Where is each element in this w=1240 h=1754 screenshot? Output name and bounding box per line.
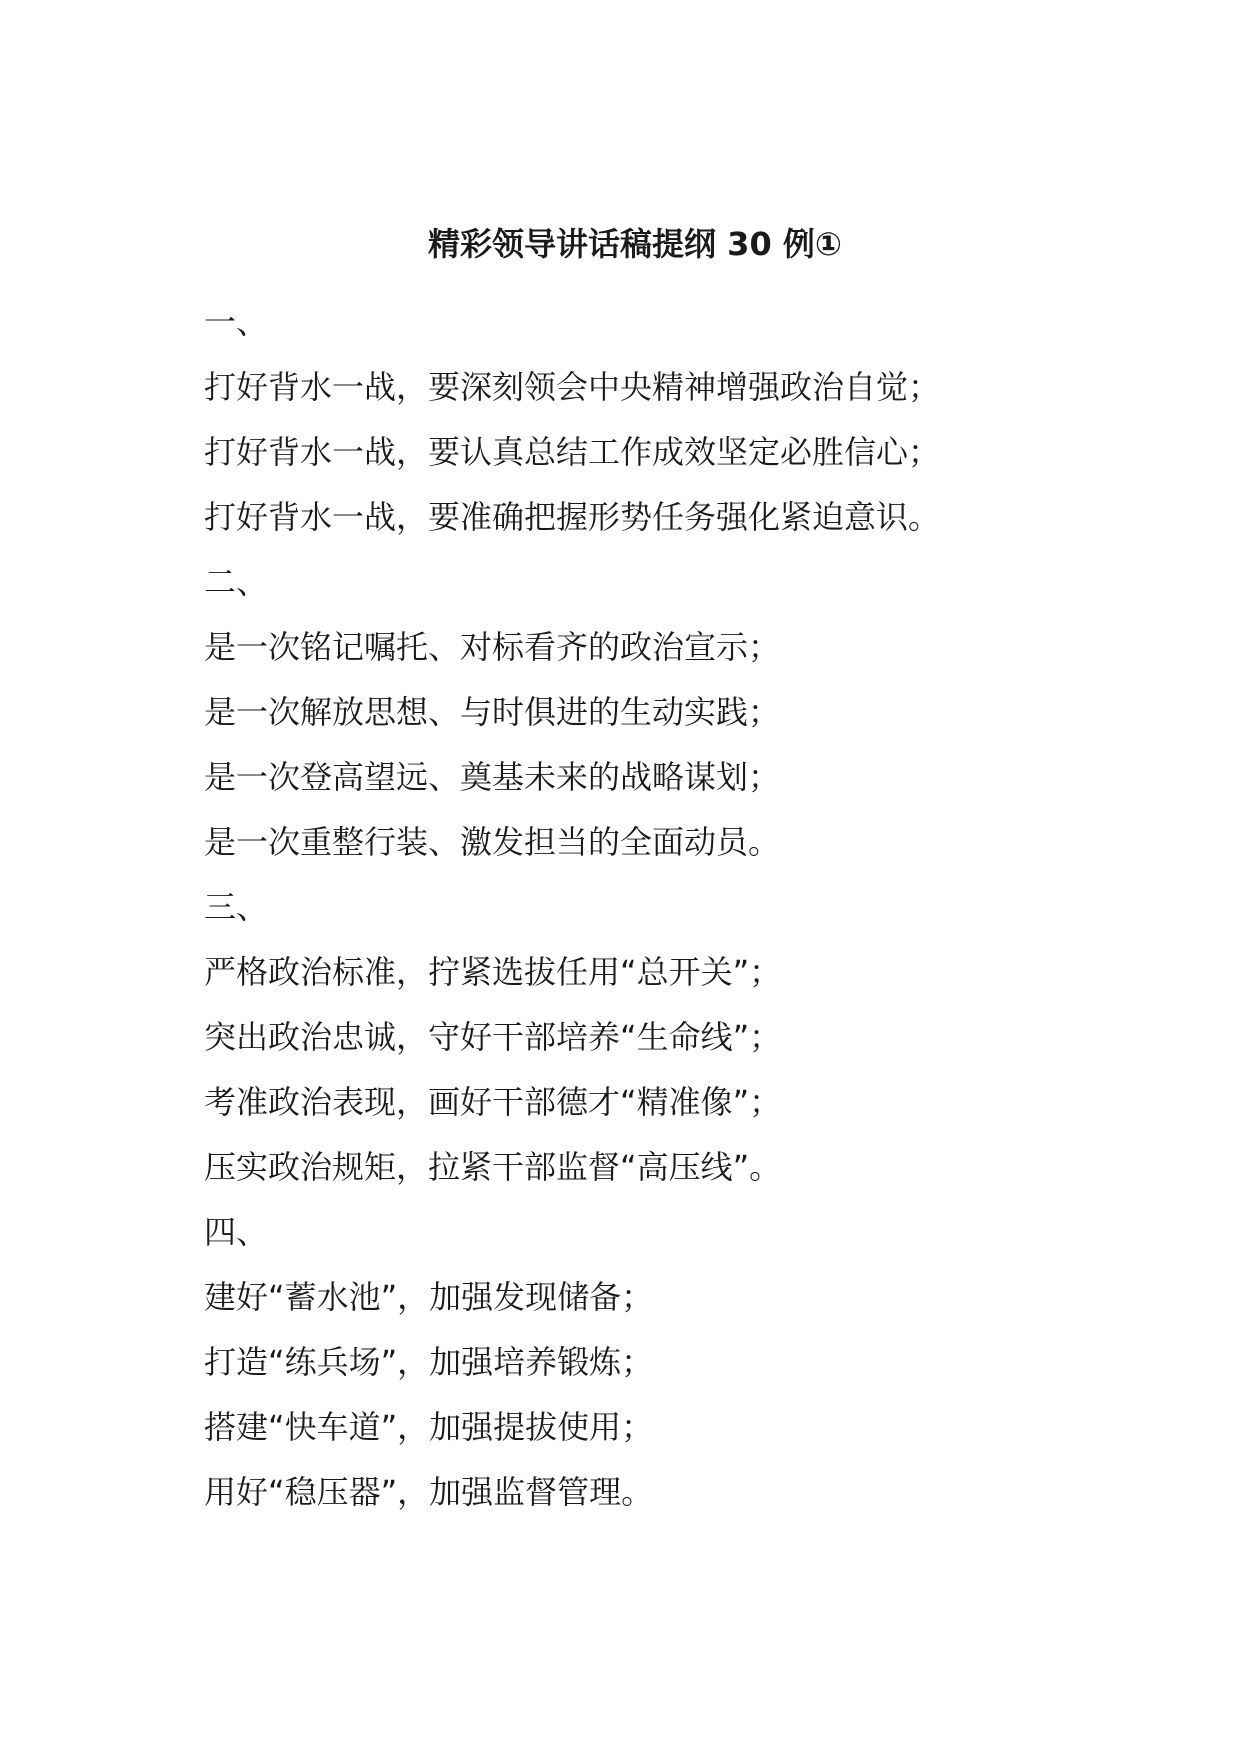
body-line: 用好“稳压器”，加强监督管理。 bbox=[204, 1473, 654, 1511]
body-line: 考准政治表现，画好干部德才“精准像”； bbox=[204, 1083, 782, 1121]
body-line: 是一次铭记嘱托、对标看齐的政治宣示； bbox=[204, 628, 781, 666]
body-line: 严格政治标准，拧紧选拔任用“总开关”； bbox=[204, 953, 782, 991]
document-title: 精彩领导讲话稿提纲 30 例① bbox=[428, 225, 842, 263]
body-line: 突出政治忠诚，守好干部培养“生命线”； bbox=[204, 1018, 782, 1056]
body-line: 建好“蓄水池”，加强发现储备； bbox=[204, 1278, 654, 1316]
body-line: 打好背水一战，要准确把握形势任务强化紧迫意识。 bbox=[204, 498, 941, 536]
document-body bbox=[204, 290, 1204, 1525]
body-line: 打好背水一战，要认真总结工作成效坚定必胜信心； bbox=[204, 433, 941, 471]
section-heading-1: 一、 bbox=[204, 303, 269, 341]
body-line: 打好背水一战，要深刻领会中央精神增强政治自觉； bbox=[204, 368, 941, 406]
body-line: 是一次重整行装、激发担当的全面动员。 bbox=[204, 823, 781, 861]
body-line: 是一次登高望远、奠基未来的战略谋划； bbox=[204, 758, 781, 796]
body-line: 是一次解放思想、与时俱进的生动实践； bbox=[204, 693, 781, 731]
section-heading-4: 四、 bbox=[204, 1213, 269, 1251]
body-line: 压实政治规矩，拉紧干部监督“高压线”。 bbox=[204, 1148, 782, 1186]
section-heading-3: 三、 bbox=[204, 888, 269, 926]
body-line: 打造“练兵场”，加强培养锻炼； bbox=[204, 1343, 654, 1381]
body-line: 搭建“快车道”，加强提拔使用； bbox=[204, 1408, 654, 1446]
section-heading-2: 二、 bbox=[204, 563, 269, 601]
